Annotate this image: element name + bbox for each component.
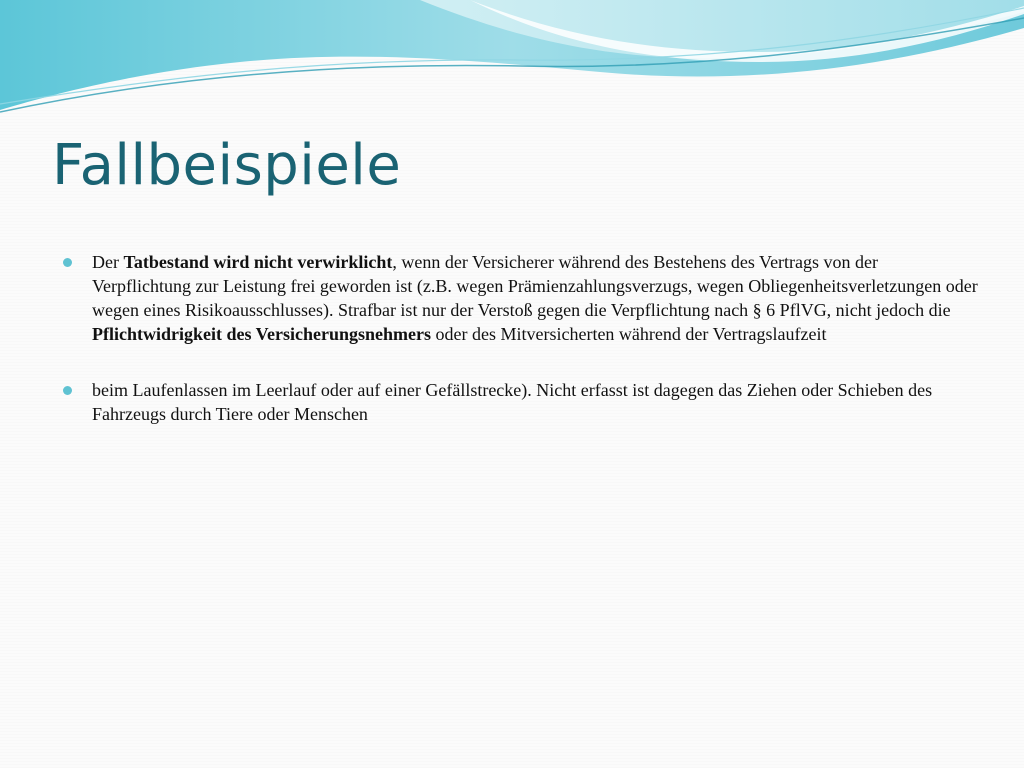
bullet-text-bold: Pflichtwidrigkeit des Versicherungsnehmers [92,324,431,344]
bullet-item [60,250,980,346]
bullet-list [60,250,980,458]
bullet-text-segment: , wenn der Versicherer während des Bestehens des Vertrags von der Verpflichtung zur Leistung frei geworden ist (z.B. wegen Prämienzahlungsverzugs, wegen Obliegenheitsverletzungen oder wegen eines Risikoausschlusses). Strafbar ist nur der Verstoß gegen die Verpflichtung nach § 6 PflVG, nicht jedoch die [92,252,978,320]
slide-title: Fallbeispiele [52,133,402,198]
header-wave-decoration [0,0,1024,120]
bullet-text [92,252,978,344]
bullet-dot-icon [63,258,72,267]
bullet-text [92,380,932,424]
bullet-text-segment: Der [92,252,124,272]
bullet-dot-icon [63,386,72,395]
bullet-item [60,378,980,426]
bullet-text-segment: oder des Mitversicherten während der Vertragslaufzeit [431,324,827,344]
bullet-text-segment: beim Laufenlassen im Leerlauf oder auf einer Gefällstrecke). Nicht erfasst ist dagegen das Ziehen oder Schieben des Fahrzeugs durch Tiere oder Menschen [92,380,933,424]
bullet-text-bold: Tatbestand wird nicht verwirklicht [123,252,393,272]
